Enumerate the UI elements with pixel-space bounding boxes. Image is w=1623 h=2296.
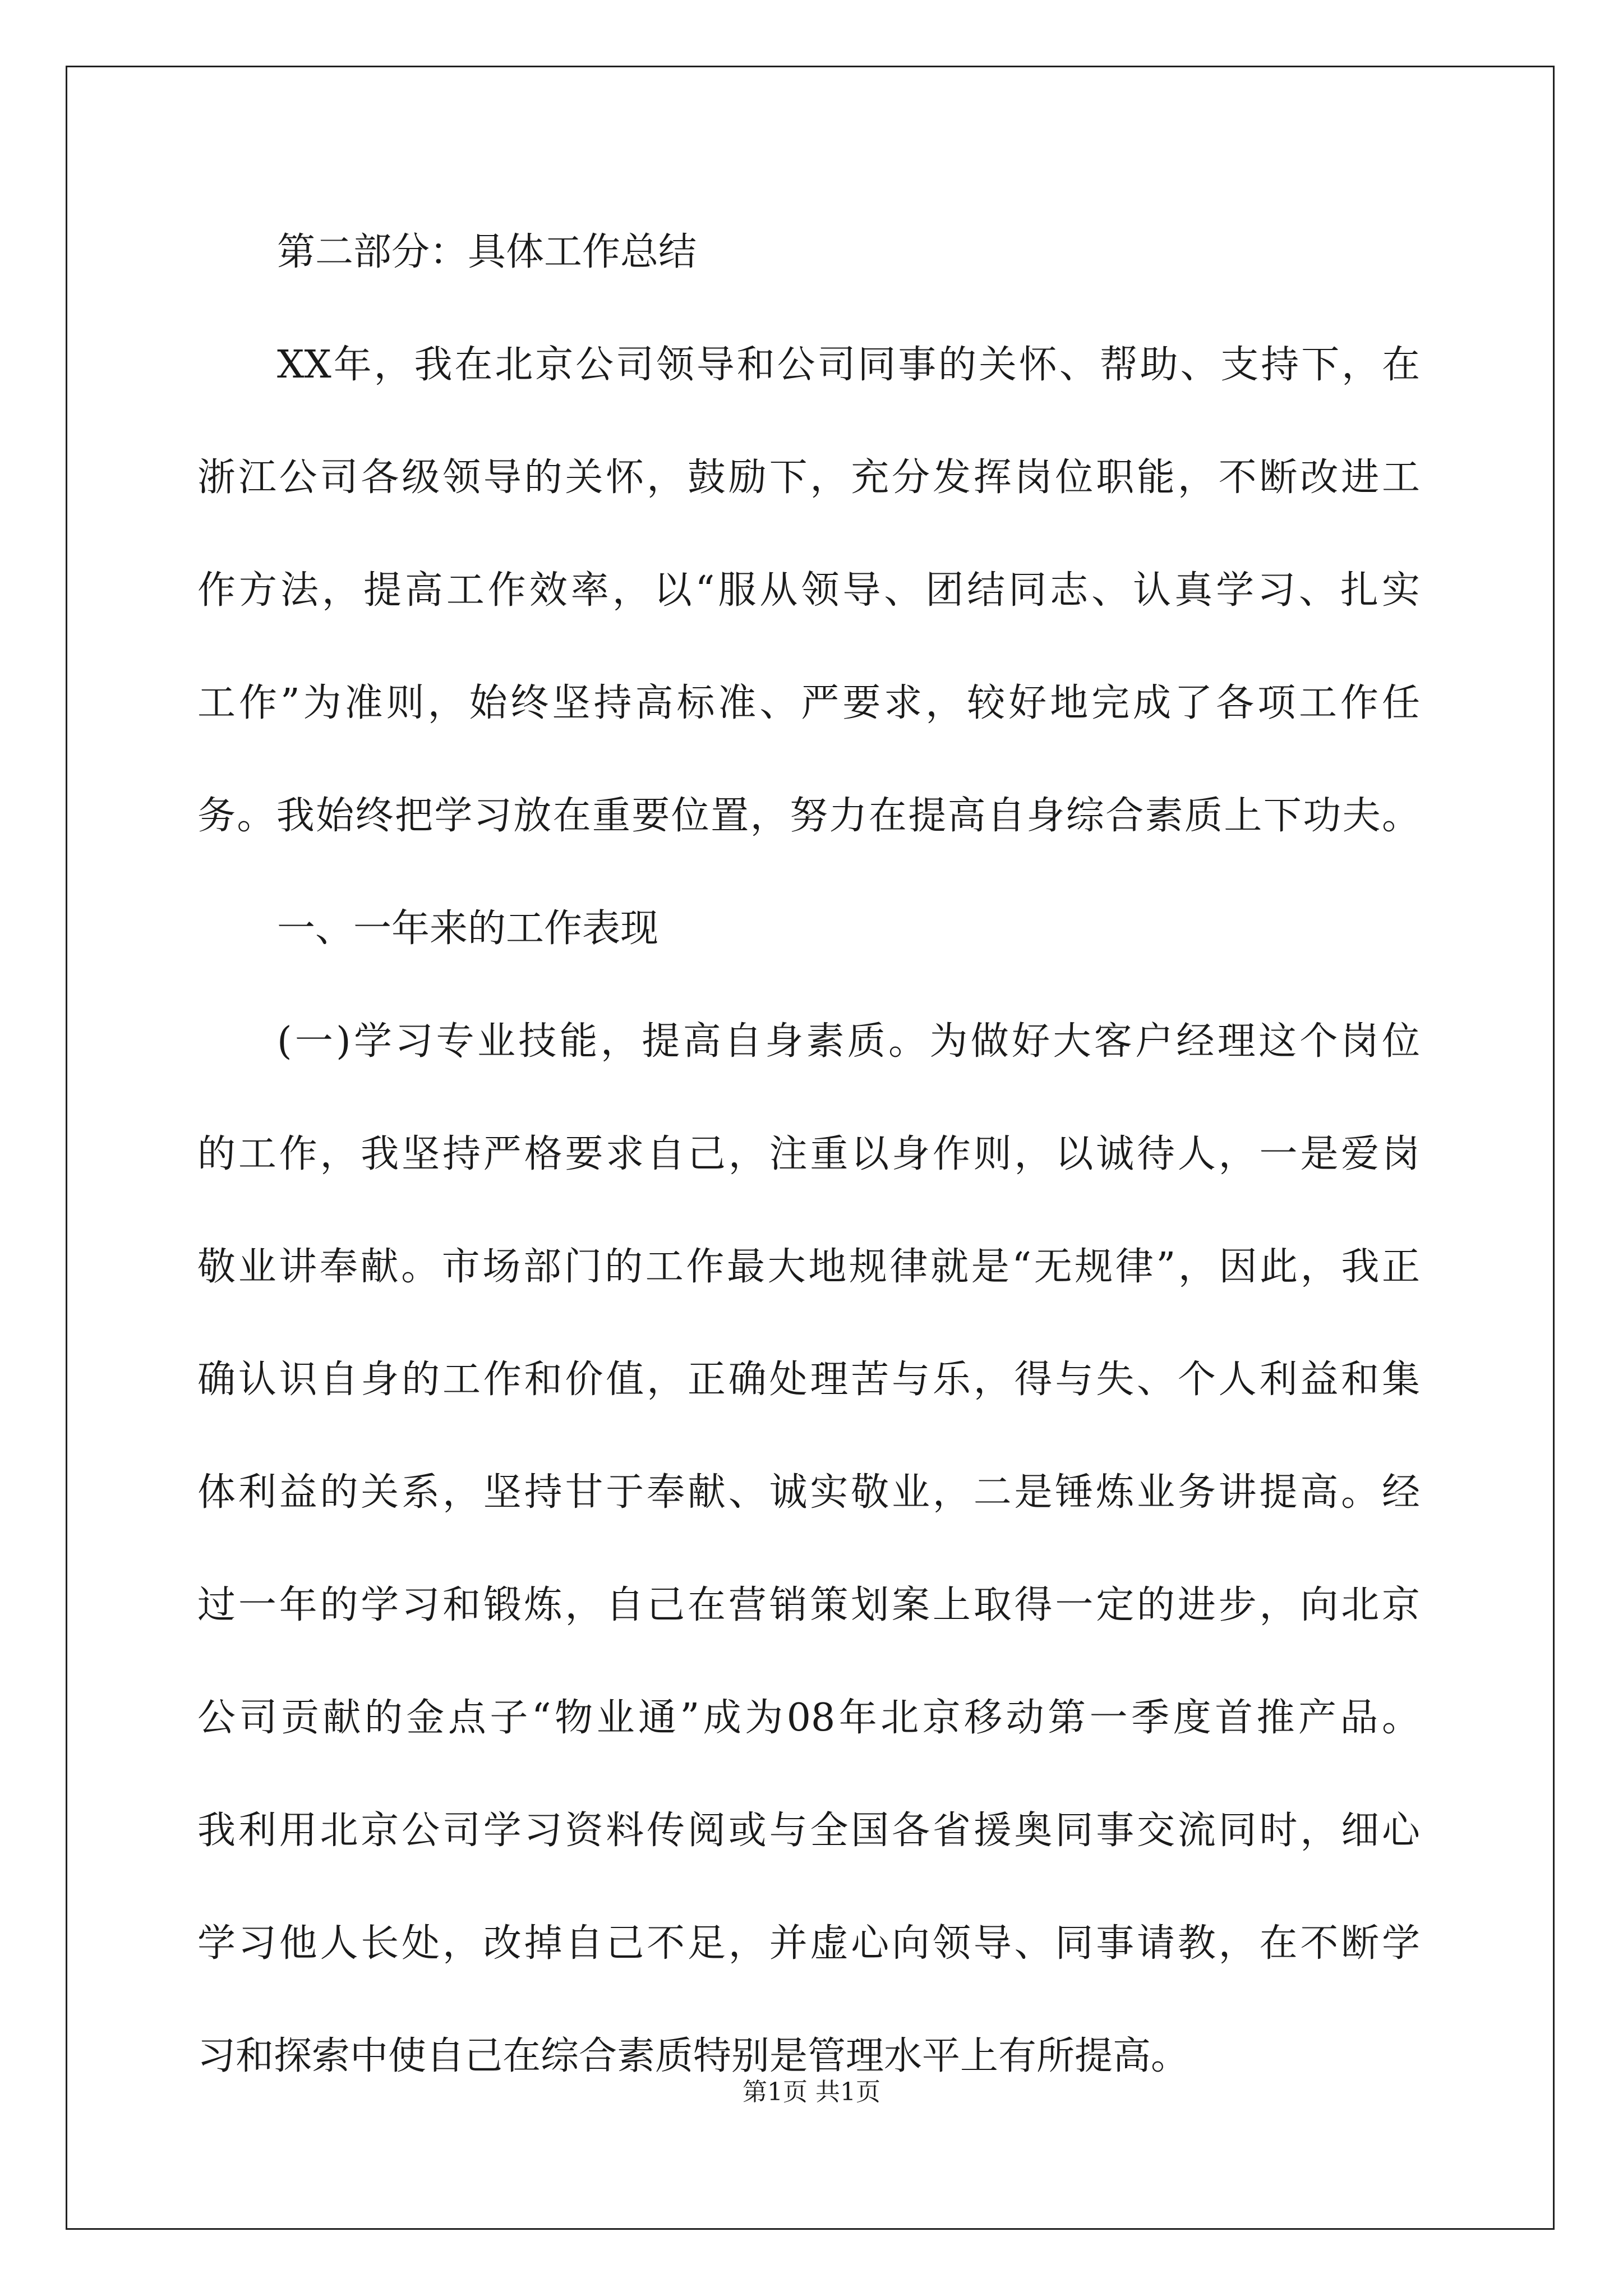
paragraph-line: 我利用北京公司学习资料传阅或与全国各省援奥同事交流同时，细心	[197, 1809, 1420, 1853]
paragraph-line: 务。我始终把学习放在重要位置，努力在提高自身综合素质上下功夫。	[197, 794, 1420, 838]
paragraph-line: 工作”为准则，始终坚持高标准、严要求，较好地完成了各项工作任	[197, 681, 1420, 725]
paragraph-line: XX年，我在北京公司领导和公司同事的关怀、帮助、支持下，在	[277, 343, 1420, 387]
paragraph-line: 浙江公司各级领导的关怀，鼓励下，充分发挥岗位职能，不断改进工	[197, 455, 1420, 500]
paragraph-line: 习和探索中使自己在综合素质特别是管理水平上有所提高。	[197, 2034, 1189, 2078]
paragraph-line: 体利益的关系，坚持甘于奉献、诚实敬业，二是锤炼业务讲提高。经	[197, 1470, 1420, 1515]
paragraph-line: 过一年的学习和锻炼，自己在营销策划案上取得一定的进步，向北京	[197, 1583, 1420, 1627]
page-footer: 第1页 共1页	[743, 2078, 880, 2106]
paragraph-line: 敬业讲奉献。市场部门的工作最大地规律就是“无规律”，因此，我正	[197, 1245, 1420, 1289]
paragraph-line: 学习他人长处，改掉自己不足，并虚心向领导、同事请教，在不断学	[197, 1921, 1420, 1966]
subsection-heading: 一、一年来的工作表现	[277, 907, 659, 951]
document-body	[197, 210, 1420, 2127]
paragraph-line: 作方法，提高工作效率，以“服从领导、团结同志、认真学习、扎实	[197, 568, 1420, 613]
paragraph-line: 的工作，我坚持严格要求自己，注重以身作则，以诚待人，一是爱岗	[197, 1132, 1420, 1176]
paragraph-line: (一)学习专业技能，提高自身素质。为做好大客户经理这个岗位	[277, 1019, 1420, 1064]
paragraph-line: 公司贡献的金点子“物业通”成为08年北京移动第一季度首推产品。	[197, 1696, 1420, 1740]
section-heading: 第二部分：具体工作总结	[277, 230, 697, 274]
paragraph-line: 确认识自身的工作和价值，正确处理苦与乐，得与失、个人利益和集	[197, 1358, 1420, 1402]
